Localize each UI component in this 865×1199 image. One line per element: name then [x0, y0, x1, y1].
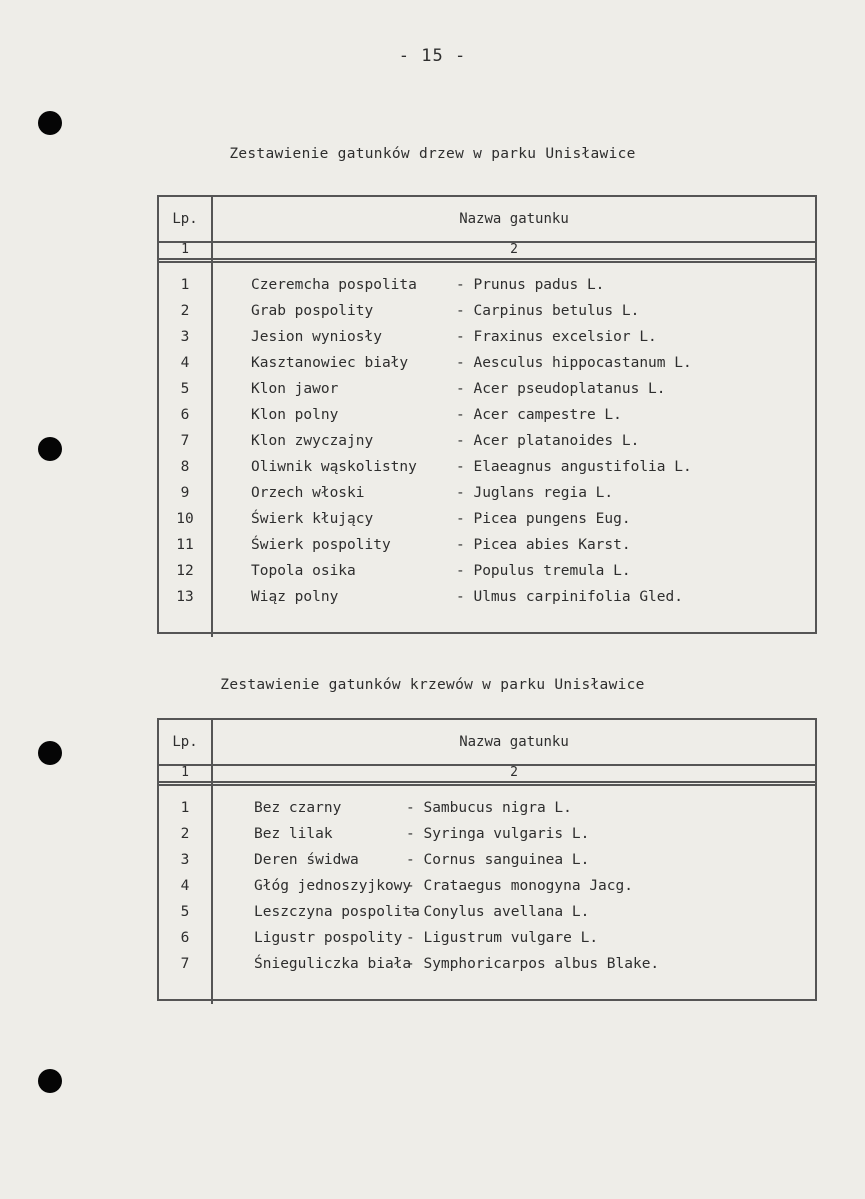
table-row	[159, 878, 815, 904]
polish-name: Klon jawor	[251, 381, 339, 397]
latin-name: - Cornus sanguinea L.	[406, 852, 590, 868]
polish-name: Leszczyna pospolita	[254, 904, 420, 920]
latin-name: - Prunus padus L.	[456, 277, 605, 293]
row-number: 13	[176, 589, 194, 605]
latin-name: - Conylus avellana L.	[406, 904, 590, 920]
latin-name: - Acer platanoides L.	[456, 433, 640, 449]
latin-name: - Acer pseudoplatanus L.	[456, 381, 666, 397]
row-number: 11	[176, 537, 194, 553]
page-number: - 15 -	[398, 46, 467, 66]
polish-name: Ligustr pospolity	[254, 930, 403, 946]
row-number: 10	[176, 511, 194, 527]
table-row	[159, 511, 815, 537]
latin-name: - Ulmus carpinifolia Gled.	[456, 589, 683, 605]
polish-name: Oliwnik wąskolistny	[251, 459, 417, 475]
polish-name: Głóg jednoszyjkowy	[254, 878, 412, 894]
shrubs-double-rule	[159, 784, 815, 786]
table-row	[159, 459, 815, 485]
trees-table	[157, 195, 817, 634]
shrubs-header-name: Nazwa gatunku	[459, 734, 569, 750]
polish-name: Klon polny	[251, 407, 339, 423]
latin-name: - Aesculus hippocastanum L.	[456, 355, 692, 371]
row-number: 5	[180, 381, 190, 397]
latin-name: - Picea pungens Eug.	[456, 511, 631, 527]
row-number: 8	[180, 459, 190, 475]
table-row	[159, 433, 815, 459]
polish-name: Wiąz polny	[251, 589, 339, 605]
shrubs-column-number-1: 1	[181, 765, 189, 780]
row-number: 1	[180, 277, 190, 293]
row-number: 6	[180, 407, 190, 423]
trees-header-lp: Lp.	[172, 211, 198, 227]
table-row	[159, 537, 815, 563]
table-row	[159, 956, 815, 982]
trees-title: Zestawienie gatunków drzew w parku Unisławice	[229, 146, 636, 162]
polish-name: Śnieguliczka biała	[254, 956, 412, 972]
shrubs-column-number-row	[159, 764, 815, 783]
punch-hole-2	[38, 437, 62, 461]
latin-name: - Acer campestre L.	[456, 407, 622, 423]
polish-name: Orzech włoski	[251, 485, 365, 501]
table-row	[159, 800, 815, 826]
table-row	[159, 563, 815, 589]
row-number: 2	[180, 303, 190, 319]
latin-name: - Crataegus monogyna Jacg.	[406, 878, 633, 894]
latin-name: - Sambucus nigra L.	[406, 800, 572, 816]
table-row	[159, 485, 815, 511]
row-number: 1	[180, 800, 190, 816]
latin-name: - Populus tremula L.	[456, 563, 631, 579]
row-number: 7	[180, 433, 190, 449]
polish-name: Klon zwyczajny	[251, 433, 374, 449]
table-row	[159, 381, 815, 407]
latin-name: - Ligustrum vulgare L.	[406, 930, 599, 946]
row-number: 6	[180, 930, 190, 946]
shrubs-title: Zestawienie gatunków krzewów w parku Unisławice	[220, 677, 645, 693]
polish-name: Kasztanowiec biały	[251, 355, 409, 371]
latin-name: - Carpinus betulus L.	[456, 303, 640, 319]
trees-column-number-2: 2	[510, 242, 518, 257]
table-row	[159, 826, 815, 852]
table-row	[159, 407, 815, 433]
latin-name: - Syringa vulgaris L.	[406, 826, 590, 842]
latin-name: - Fraxinus excelsior L.	[456, 329, 657, 345]
table-row	[159, 852, 815, 878]
table-row	[159, 589, 815, 615]
table-row	[159, 904, 815, 930]
polish-name: Jesion wyniosły	[251, 329, 382, 345]
row-number: 5	[180, 904, 190, 920]
row-number: 2	[180, 826, 190, 842]
punch-hole-4	[38, 1069, 62, 1093]
trees-header-name: Nazwa gatunku	[459, 211, 569, 227]
table-row	[159, 329, 815, 355]
table-row	[159, 930, 815, 956]
polish-name: Deren świdwa	[254, 852, 359, 868]
polish-name: Świerk pospolity	[251, 537, 391, 553]
table-row	[159, 355, 815, 381]
latin-name: - Picea abies Karst.	[456, 537, 631, 553]
row-number: 4	[180, 878, 190, 894]
polish-name: Bez czarny	[254, 800, 342, 816]
polish-name: Bez lilak	[254, 826, 333, 842]
latin-name: - Juglans regia L.	[456, 485, 614, 501]
shrubs-header-lp: Lp.	[172, 734, 198, 750]
row-number: 4	[180, 355, 190, 371]
row-number: 7	[180, 956, 190, 972]
row-number: 3	[180, 852, 190, 868]
shrubs-table-header	[159, 720, 815, 766]
latin-name: - Symphoricarpos albus Blake.	[406, 956, 660, 972]
polish-name: Topola osika	[251, 563, 356, 579]
trees-column-number-row	[159, 241, 815, 260]
shrubs-column-number-2: 2	[510, 765, 518, 780]
latin-name: - Elaeagnus angustifolia L.	[456, 459, 692, 475]
trees-table-header	[159, 197, 815, 243]
shrubs-table	[157, 718, 817, 1001]
row-number: 12	[176, 563, 194, 579]
trees-double-rule	[159, 261, 815, 263]
row-number: 9	[180, 485, 190, 501]
table-row	[159, 277, 815, 303]
punch-hole-3	[38, 741, 62, 765]
trees-column-number-1: 1	[181, 242, 189, 257]
polish-name: Grab pospolity	[251, 303, 374, 319]
polish-name: Świerk kłujący	[251, 511, 374, 527]
punch-hole-1	[38, 111, 62, 135]
row-number: 3	[180, 329, 190, 345]
table-row	[159, 303, 815, 329]
polish-name: Czeremcha pospolita	[251, 277, 417, 293]
